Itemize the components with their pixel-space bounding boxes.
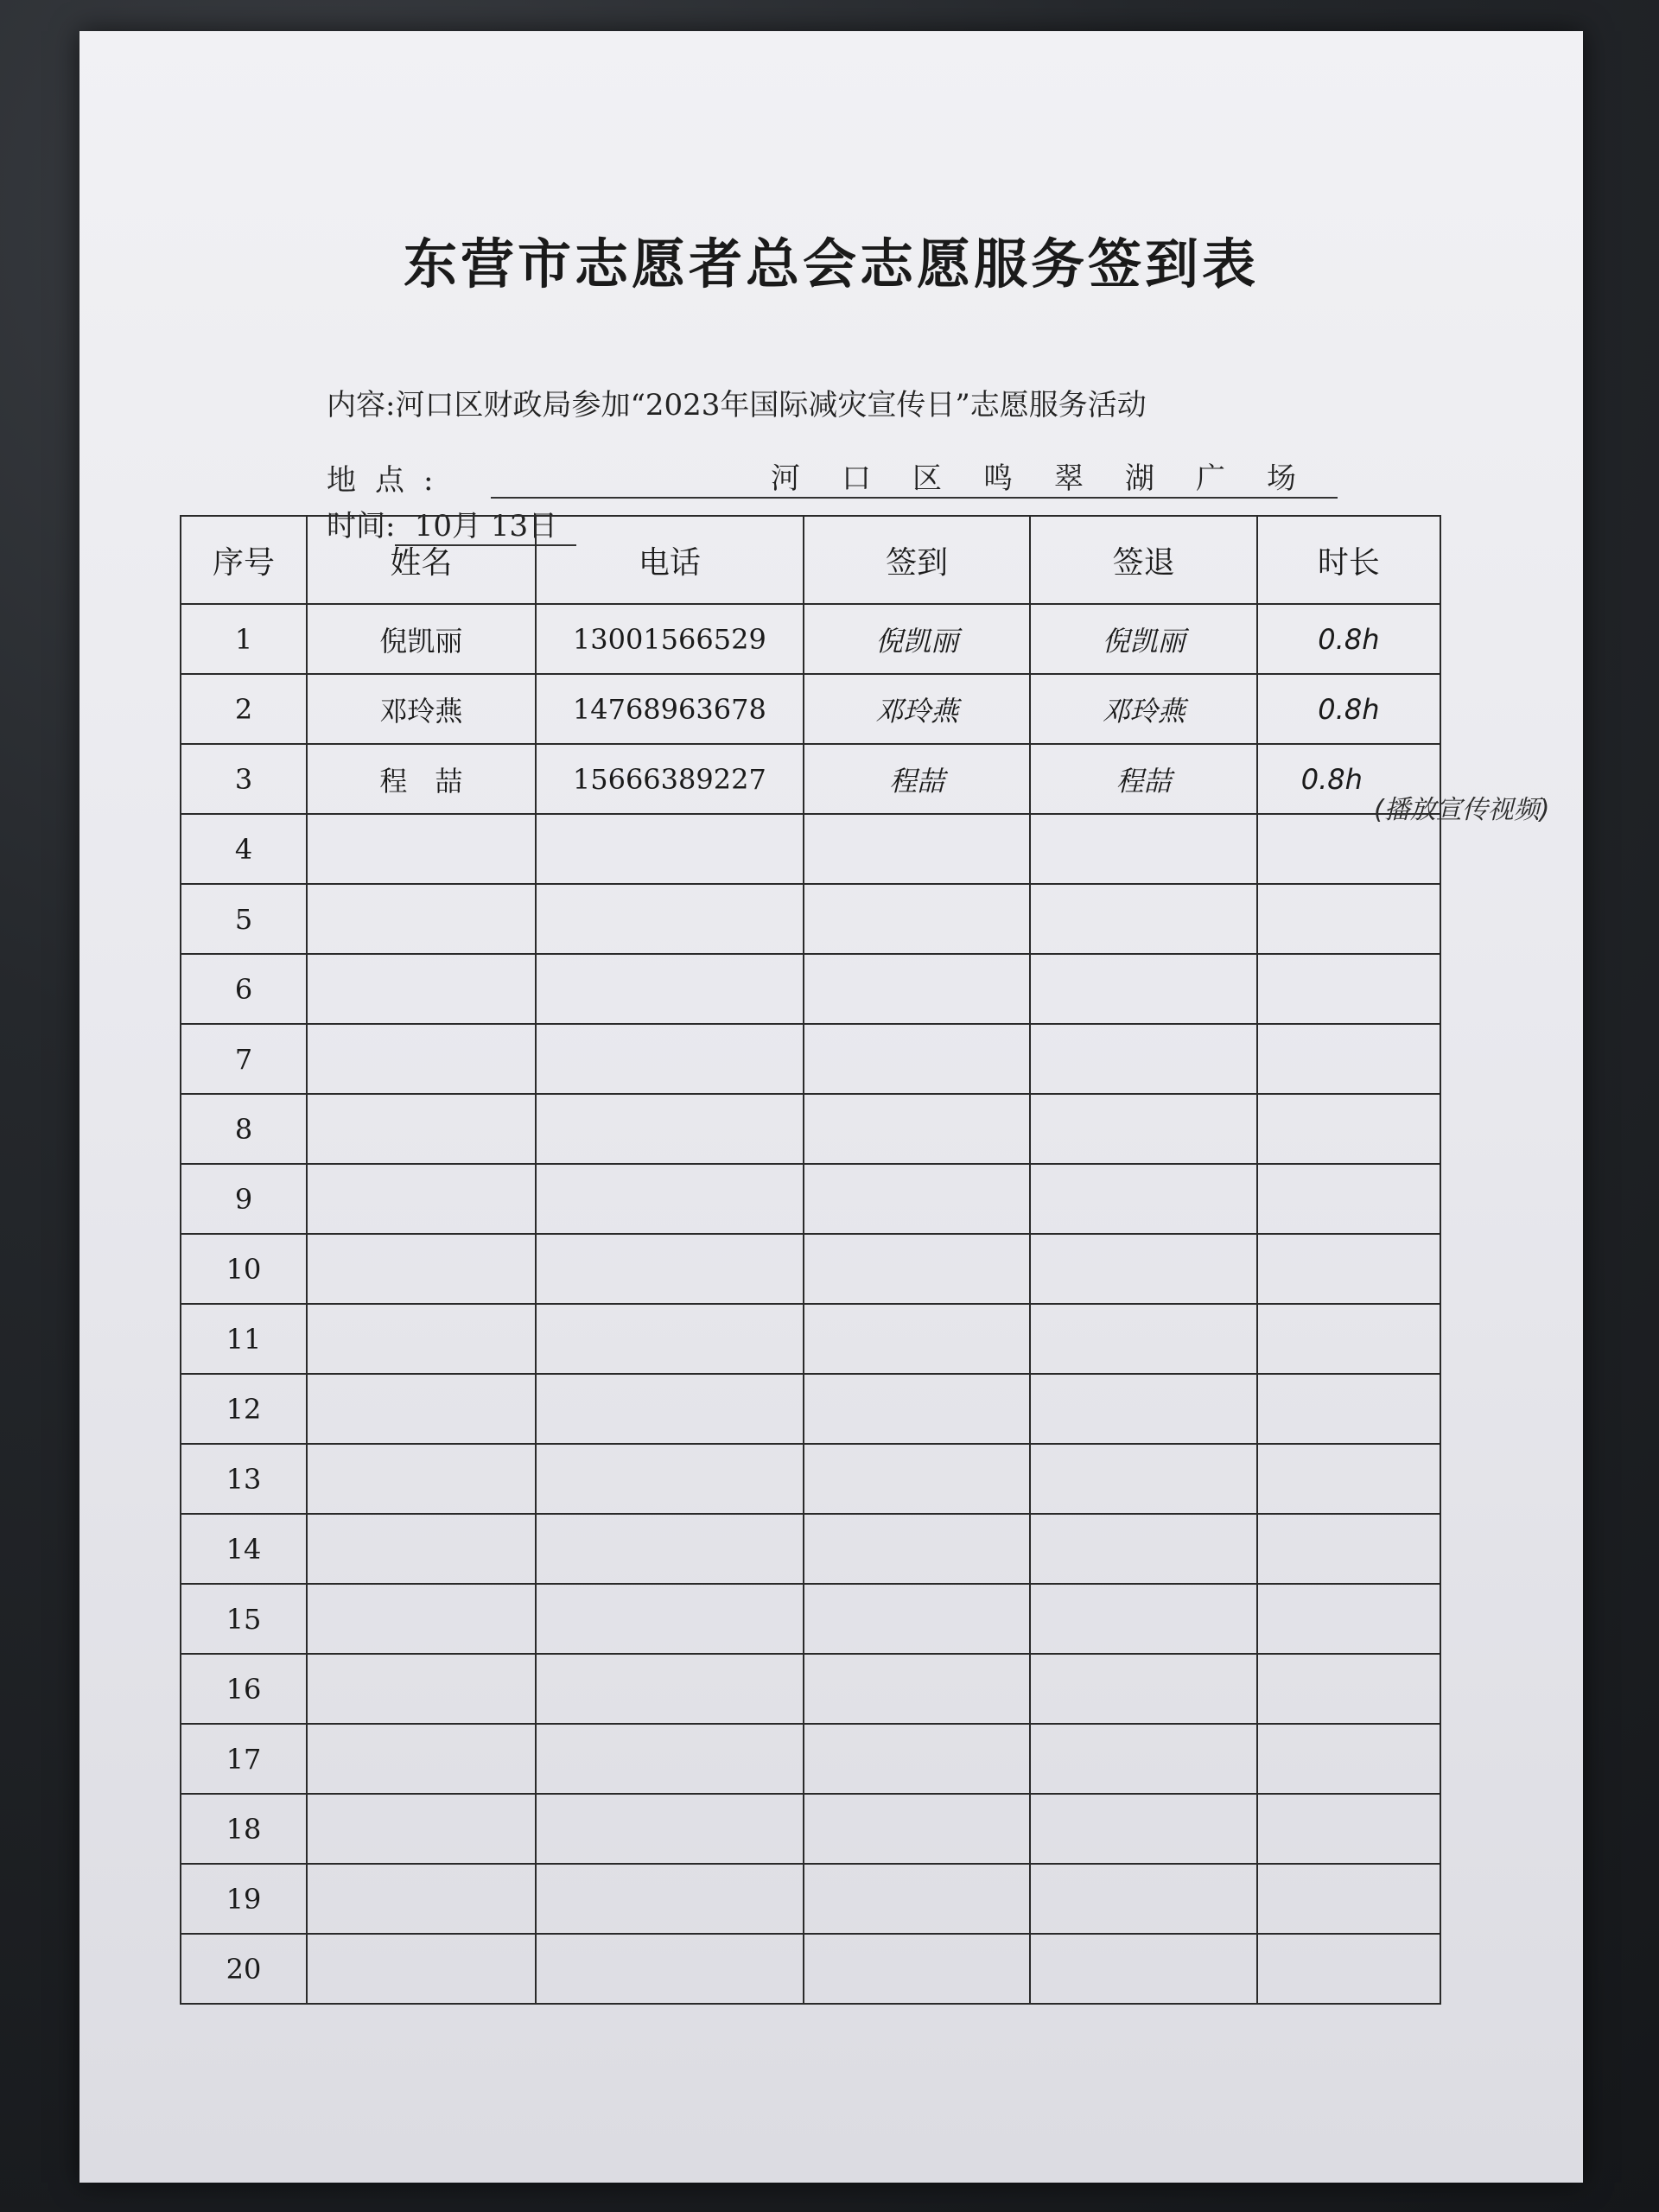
cell-sign-in-signature bbox=[804, 954, 1030, 1024]
cell-name bbox=[307, 954, 536, 1024]
cell-sign-out-signature bbox=[1030, 1304, 1256, 1374]
cell-phone bbox=[536, 1094, 804, 1164]
cell-serial: 2 bbox=[181, 674, 307, 744]
table-row bbox=[181, 884, 1440, 954]
cell-sign-in-signature bbox=[804, 884, 1030, 954]
cell-sign-out-signature bbox=[1030, 1724, 1256, 1794]
cell-name bbox=[307, 1164, 536, 1234]
cell-phone: 15666389227 bbox=[536, 744, 804, 814]
cell-name bbox=[307, 1234, 536, 1304]
location-label: 地点: bbox=[327, 463, 453, 498]
cell-phone bbox=[536, 954, 804, 1024]
table-row bbox=[181, 1164, 1440, 1234]
cell-name bbox=[307, 1514, 536, 1584]
cell-serial: 5 bbox=[181, 884, 307, 954]
cell-duration bbox=[1257, 1024, 1440, 1094]
cell-phone bbox=[536, 1164, 804, 1234]
cell-name: 邓玲燕 bbox=[307, 674, 536, 744]
content-value: 河口区财政局参加“2023年国际减灾宣传日”志愿服务活动 bbox=[395, 388, 1147, 423]
cell-sign-in-signature bbox=[804, 1864, 1030, 1934]
table-row bbox=[181, 814, 1440, 884]
cell-sign-in-signature bbox=[804, 1024, 1030, 1094]
cell-sign-in-signature bbox=[804, 814, 1030, 884]
cell-serial: 14 bbox=[181, 1514, 307, 1584]
cell-serial: 13 bbox=[181, 1444, 307, 1514]
cell-duration bbox=[1257, 1724, 1440, 1794]
cell-duration bbox=[1257, 1794, 1440, 1864]
cell-phone bbox=[536, 1724, 804, 1794]
content-line bbox=[327, 381, 1147, 423]
table-row bbox=[181, 1234, 1440, 1304]
cell-phone bbox=[536, 1024, 804, 1094]
cell-duration bbox=[1257, 1444, 1440, 1514]
cell-name bbox=[307, 1024, 536, 1094]
cell-sign-in-signature bbox=[804, 1374, 1030, 1444]
cell-duration bbox=[1257, 1374, 1440, 1444]
cell-sign-out-signature bbox=[1030, 884, 1256, 954]
cell-phone bbox=[536, 1234, 804, 1304]
cell-sign-out-signature bbox=[1030, 1934, 1256, 2004]
header-sign-in: 签到 bbox=[804, 516, 1030, 604]
cell-phone bbox=[536, 814, 804, 884]
cell-duration bbox=[1257, 1094, 1440, 1164]
cell-phone bbox=[536, 1374, 804, 1444]
cell-serial: 16 bbox=[181, 1654, 307, 1724]
table-row bbox=[181, 1654, 1440, 1724]
cell-sign-in-signature bbox=[804, 1514, 1030, 1584]
table-row bbox=[181, 1584, 1440, 1654]
cell-phone bbox=[536, 884, 804, 954]
cell-sign-in-signature: 程喆 bbox=[804, 744, 1030, 814]
cell-duration: 0.8h bbox=[1257, 744, 1440, 814]
cell-phone bbox=[536, 1794, 804, 1864]
cell-serial: 10 bbox=[181, 1234, 307, 1304]
content-label: 内容: bbox=[327, 388, 396, 423]
cell-phone bbox=[536, 1934, 804, 2004]
header-sign-out: 签退 bbox=[1030, 516, 1256, 604]
cell-name bbox=[307, 1584, 536, 1654]
cell-sign-in-signature bbox=[804, 1934, 1030, 2004]
cell-sign-out-signature bbox=[1030, 1864, 1256, 1934]
header-duration: 时长 bbox=[1257, 516, 1440, 604]
cell-phone bbox=[536, 1864, 804, 1934]
cell-duration bbox=[1257, 1934, 1440, 2004]
table-row bbox=[181, 1094, 1440, 1164]
cell-phone bbox=[536, 1654, 804, 1724]
cell-serial: 6 bbox=[181, 954, 307, 1024]
cell-sign-in-signature bbox=[804, 1234, 1030, 1304]
cell-name: 程 喆 bbox=[307, 744, 536, 814]
cell-duration bbox=[1257, 1654, 1440, 1724]
cell-sign-out-signature bbox=[1030, 1514, 1256, 1584]
table-row bbox=[181, 1444, 1440, 1514]
cell-sign-in-signature bbox=[804, 1164, 1030, 1234]
cell-name bbox=[307, 1094, 536, 1164]
cell-duration bbox=[1257, 954, 1440, 1024]
cell-duration bbox=[1257, 1864, 1440, 1934]
cell-name bbox=[307, 814, 536, 884]
cell-sign-in-signature bbox=[804, 1654, 1030, 1724]
cell-serial: 18 bbox=[181, 1794, 307, 1864]
cell-phone bbox=[536, 1584, 804, 1654]
cell-name bbox=[307, 1864, 536, 1934]
cell-sign-out-signature bbox=[1030, 1794, 1256, 1864]
cell-sign-in-signature bbox=[804, 1794, 1030, 1864]
time-value: 10月 13日 bbox=[395, 502, 576, 546]
cell-phone: 14768963678 bbox=[536, 674, 804, 744]
cell-duration bbox=[1257, 1234, 1440, 1304]
cell-serial: 9 bbox=[181, 1164, 307, 1234]
cell-duration bbox=[1257, 1304, 1440, 1374]
cell-name bbox=[307, 1444, 536, 1514]
cell-serial: 20 bbox=[181, 1934, 307, 2004]
location-value: 河口区鸣翠湖广场 bbox=[491, 454, 1338, 499]
cell-serial: 1 bbox=[181, 604, 307, 674]
table-row bbox=[181, 1514, 1440, 1584]
cell-duration bbox=[1257, 1584, 1440, 1654]
cell-sign-out-signature bbox=[1030, 1024, 1256, 1094]
cell-sign-in-signature bbox=[804, 1444, 1030, 1514]
table-row bbox=[181, 954, 1440, 1024]
table-row bbox=[181, 1864, 1440, 1934]
cell-serial: 19 bbox=[181, 1864, 307, 1934]
cell-phone bbox=[536, 1304, 804, 1374]
cell-serial: 4 bbox=[181, 814, 307, 884]
cell-duration: 0.8h bbox=[1257, 674, 1440, 744]
cell-serial: 7 bbox=[181, 1024, 307, 1094]
cell-sign-out-signature: 程喆 bbox=[1030, 744, 1256, 814]
cell-sign-out-signature bbox=[1030, 1654, 1256, 1724]
cell-phone bbox=[536, 1514, 804, 1584]
handwritten-note: (播放宣传视频) bbox=[1374, 795, 1550, 825]
cell-sign-out-signature bbox=[1030, 1444, 1256, 1514]
cell-sign-in-signature: 邓玲燕 bbox=[804, 674, 1030, 744]
cell-name bbox=[307, 1304, 536, 1374]
cell-sign-out-signature bbox=[1030, 1584, 1256, 1654]
location-line bbox=[327, 454, 1463, 499]
cell-sign-in-signature bbox=[804, 1094, 1030, 1164]
sign-in-table bbox=[180, 515, 1441, 2005]
cell-duration: 0.8h bbox=[1257, 604, 1440, 674]
cell-name bbox=[307, 1934, 536, 2004]
table-row bbox=[181, 1724, 1440, 1794]
cell-name bbox=[307, 884, 536, 954]
table-row bbox=[181, 1934, 1440, 2004]
cell-phone bbox=[536, 1444, 804, 1514]
cell-sign-out-signature bbox=[1030, 1374, 1256, 1444]
cell-serial: 11 bbox=[181, 1304, 307, 1374]
cell-sign-in-signature: 倪凯丽 bbox=[804, 604, 1030, 674]
cell-sign-out-signature bbox=[1030, 954, 1256, 1024]
cell-name bbox=[307, 1654, 536, 1724]
cell-sign-out-signature bbox=[1030, 1234, 1256, 1304]
cell-name bbox=[307, 1794, 536, 1864]
table-row bbox=[181, 744, 1440, 814]
cell-duration bbox=[1257, 1514, 1440, 1584]
cell-serial: 3 bbox=[181, 744, 307, 814]
table-row bbox=[181, 674, 1440, 744]
cell-phone: 13001566529 bbox=[536, 604, 804, 674]
cell-sign-out-signature bbox=[1030, 814, 1256, 884]
header-serial: 序号 bbox=[181, 516, 307, 604]
table-header-row bbox=[181, 516, 1440, 604]
table-row bbox=[181, 1374, 1440, 1444]
cell-sign-out-signature: 邓玲燕 bbox=[1030, 674, 1256, 744]
table-row bbox=[181, 1024, 1440, 1094]
cell-serial: 17 bbox=[181, 1724, 307, 1794]
cell-sign-out-signature bbox=[1030, 1164, 1256, 1234]
cell-serial: 12 bbox=[181, 1374, 307, 1444]
table-row bbox=[181, 1794, 1440, 1864]
cell-sign-in-signature bbox=[804, 1724, 1030, 1794]
table-row bbox=[181, 604, 1440, 674]
cell-serial: 8 bbox=[181, 1094, 307, 1164]
cell-duration bbox=[1257, 884, 1440, 954]
cell-sign-out-signature bbox=[1030, 1094, 1256, 1164]
table-row bbox=[181, 1304, 1440, 1374]
document-title: 东营市志愿者总会志愿服务签到表 bbox=[403, 232, 1259, 296]
cell-duration bbox=[1257, 1164, 1440, 1234]
cell-sign-in-signature bbox=[804, 1304, 1030, 1374]
time-label: 时间: bbox=[327, 509, 396, 543]
cell-name bbox=[307, 1724, 536, 1794]
cell-name: 倪凯丽 bbox=[307, 604, 536, 674]
cell-serial: 15 bbox=[181, 1584, 307, 1654]
header-name: 姓名 bbox=[307, 516, 536, 604]
header-phone: 电话 bbox=[536, 516, 804, 604]
cell-sign-out-signature: 倪凯丽 bbox=[1030, 604, 1256, 674]
cell-sign-in-signature bbox=[804, 1584, 1030, 1654]
cell-name bbox=[307, 1374, 536, 1444]
